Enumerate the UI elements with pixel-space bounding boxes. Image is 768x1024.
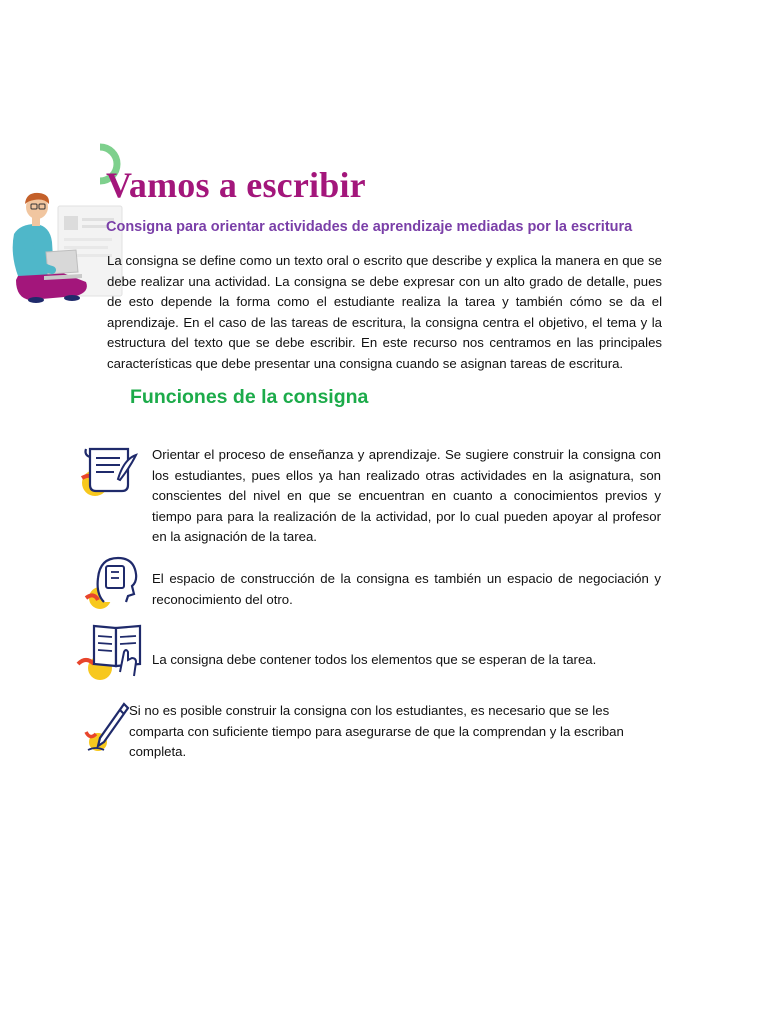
function-item-text: Si no es posible construir la consigna con los estudiantes, es necesario que se les comparta con suficiente tiempo para asegurarse de que la comprendan y la escriban completa. [129,703,624,760]
scroll-quill-icon [80,445,140,499]
head-book-icon [84,554,142,610]
function-item-text: La consigna debe contener todos los elementos que se esperan de la tarea. [152,652,597,667]
pencil-icon [84,700,130,754]
page-subtitle: Consigna para orientar actividades de aprendizaje mediadas por la escritura [106,219,633,235]
function-item-text: Orientar el proceso de enseñanza y aprendizaje. Se sugiere construir la consigna con los estudiantes, pues ellos ya han realizado otras actividades en la asignatura, son conscientes del nivel en que se encuentran en cuanto a conocimientos previos y tiempo para para la realización de la actividad, por lo cual pueden apoyar al profesor en la asignación de la tarea. [152,447,661,545]
open-book-hand-icon [76,622,144,682]
page-title: Vamos a escribir [106,165,366,205]
section-heading: Funciones de la consigna [130,386,369,408]
intro-paragraph: La consigna se define como un texto oral o escrito que describe y explica la manera en que se debe realizar una actividad. La consigna se debe expresar con un alto grado de detalle, pues de esto depende la forma como el estudiante realiza la tarea y también cómo se da el aprendizaje. En el caso de las tareas de escritura, la consigna centra el objetivo, el tema y la estructura del texto que se debe escribir. En este recurso nos centramos en las principales características que debe presentar una consigna cuando se asignan tareas de escritura. [107,253,662,371]
function-item-text: El espacio de construcción de la consigna es también un espacio de negociación y reconocimiento del otro. [152,571,661,607]
